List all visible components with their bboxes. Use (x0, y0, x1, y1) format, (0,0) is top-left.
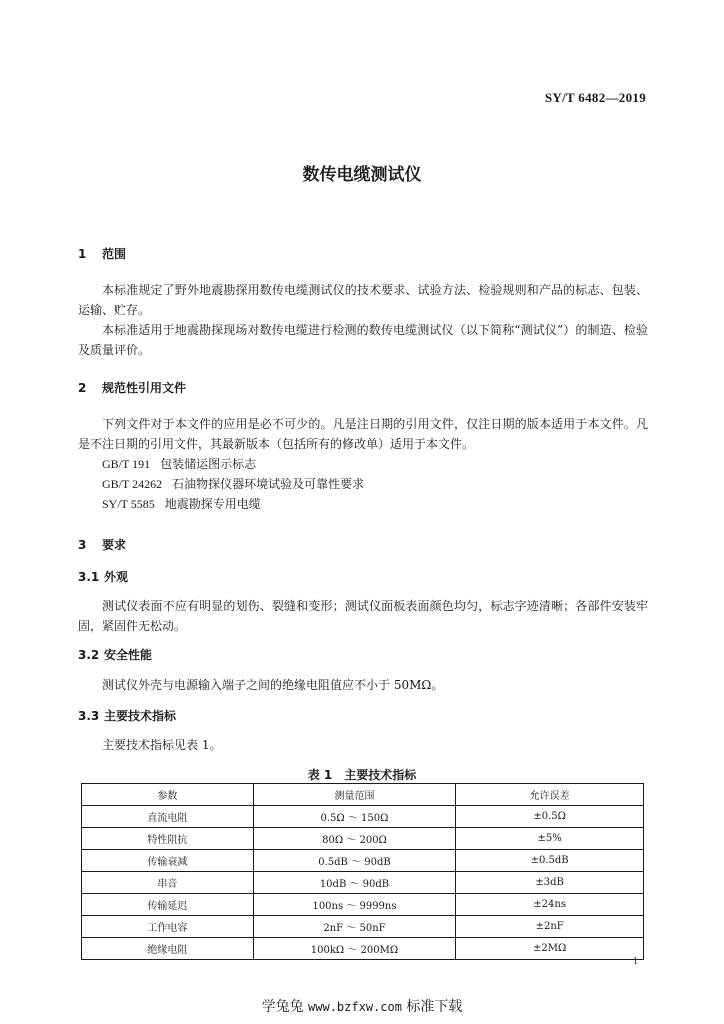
table-caption (0, 766, 724, 783)
table-cell: ±0.5Ω (456, 806, 644, 828)
reference-code: GB/T 191 (102, 457, 151, 471)
table-row (82, 828, 644, 850)
page-number: 1 (633, 956, 638, 967)
table-row (82, 916, 644, 938)
section-title: 安全性能 (104, 648, 153, 662)
reference-item (102, 494, 261, 514)
section-number: 3.1 (78, 570, 100, 584)
footer-url[interactable]: www.bzfxw.com (308, 1000, 402, 1014)
footer-site-name: 学兔兔 (261, 999, 304, 1015)
reference-code: SY/T 5585 (102, 497, 155, 511)
appearance-paragraph: 测试仪表面不应有明显的划伤、裂缝和变形；测试仪面板表面颜色均匀，标志字迹清晰；各部件安装牢固，紧固件无松动。 (78, 599, 648, 633)
table-cell: ±0.5dB (456, 850, 644, 872)
table-title: 主要技术指标 (344, 768, 417, 782)
site-footer (0, 996, 724, 1016)
table-row (82, 894, 644, 916)
table-cell: 特性阻抗 (82, 828, 254, 850)
section-3-3-heading (78, 707, 176, 724)
table-cell: 100kΩ ～ 200MΩ (253, 938, 456, 960)
table-cell: ±24ns (456, 894, 644, 916)
table-row (82, 850, 644, 872)
column-header: 测量范围 (253, 784, 456, 806)
table-cell: 工作电容 (82, 916, 254, 938)
section-title: 要求 (102, 538, 127, 552)
reference-name: 包装储运图示标志 (160, 457, 257, 471)
column-header: 允许误差 (456, 784, 644, 806)
safety-paragraph: 测试仪外壳与电源输入端子之间的绝缘电阻值应不小于 50MΩ。 (102, 678, 444, 692)
section-number: 2 (78, 381, 87, 395)
table-row (82, 806, 644, 828)
section-title: 规范性引用文件 (102, 381, 187, 395)
table-cell: 100ns ～ 9999ns (253, 894, 456, 916)
section-title: 外观 (104, 570, 129, 584)
table-cell: 0.5Ω ～ 150Ω (253, 806, 456, 828)
table-cell: 直流电阻 (82, 806, 254, 828)
table-cell: 传输衰减 (82, 850, 254, 872)
section-3-2-heading (78, 646, 152, 663)
section-title: 主要技术指标 (104, 709, 177, 723)
table-cell: 传输延迟 (82, 894, 254, 916)
table-label: 表 1 (307, 768, 333, 782)
scope-paragraph-2: 本标准适用于地震勘探现场对数传电缆进行检测的数传电缆测试仪（以下简称“测试仪”）的制造、检验及质量评价。 (78, 323, 648, 357)
section-number: 1 (78, 247, 87, 261)
column-header: 参数 (82, 784, 254, 806)
table-cell: ±5% (456, 828, 644, 850)
specs-paragraph: 主要技术指标见表 1。 (102, 738, 222, 752)
specs-table (81, 783, 644, 960)
table-cell: 绝缘电阻 (82, 938, 254, 960)
scope-paragraph-1: 本标准规定了野外地震勘探用数传电缆测试仪的技术要求、试验方法、检验规则和产品的标志、包装、运输、贮存。 (78, 283, 648, 317)
section-number: 3.3 (78, 709, 100, 723)
section-1-heading (78, 245, 126, 262)
section-number: 3 (78, 538, 87, 552)
section-title: 范围 (102, 247, 127, 261)
table-header-row (82, 784, 644, 806)
footer-text: 标准下载 (406, 999, 463, 1015)
table-cell: ±2nF (456, 916, 644, 938)
table-cell: 2nF ～ 50nF (253, 916, 456, 938)
section-number: 3.2 (78, 648, 100, 662)
table-row (82, 938, 644, 960)
reference-code: GB/T 24262 (102, 477, 163, 491)
table-cell: 0.5dB ～ 90dB (253, 850, 456, 872)
reference-name: 石油物探仪器环境试验及可靠性要求 (172, 477, 365, 491)
table-cell: 10dB ～ 90dB (253, 872, 456, 894)
table-cell: ±3dB (456, 872, 644, 894)
reference-name: 地震勘探专用电缆 (164, 497, 261, 511)
table-cell: 串音 (82, 872, 254, 894)
document-title: 数传电缆测试仪 (302, 165, 422, 185)
table-cell: ±2MΩ (456, 938, 644, 960)
section-2-heading (78, 379, 186, 396)
reference-item (102, 454, 256, 474)
section-3-heading (78, 536, 126, 553)
references-paragraph: 下列文件对于本文件的应用是必不可少的。凡是注日期的引用文件，仅注日期的版本适用于本文件。凡是不注日期的引用文件，其最新版本（包括所有的修改单）适用于本文件。 (78, 417, 648, 451)
section-3-1-heading (78, 568, 128, 585)
standard-code: SY/T 6482—2019 (544, 90, 646, 105)
reference-item (102, 474, 364, 494)
table-row (82, 872, 644, 894)
table-cell: 80Ω ～ 200Ω (253, 828, 456, 850)
